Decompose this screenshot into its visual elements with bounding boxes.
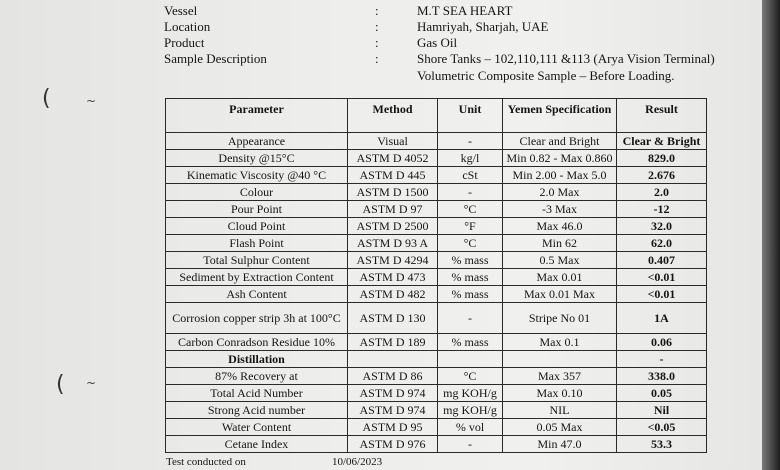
- cell-specification: 0.05 Max: [503, 419, 617, 436]
- location-label: Location: [164, 19, 211, 34]
- cell-result: 62.0: [617, 235, 707, 252]
- cell-result: 0.06: [617, 334, 707, 351]
- page-edge: [762, 0, 780, 470]
- cell-method: ASTM D 974: [348, 385, 438, 402]
- cell-parameter: Density @15°C: [166, 150, 348, 167]
- sample-description-line2: Volumetric Composite Sample – Before Loading.: [417, 68, 675, 83]
- cell-specification: Max 0.1: [503, 334, 617, 351]
- cell-unit: mg KOH/g: [438, 385, 503, 402]
- cell-result: 0.05: [617, 385, 707, 402]
- cell-result: 53.3: [617, 436, 707, 453]
- cell-unit: °F: [438, 218, 503, 235]
- cell-parameter: 87% Recovery at: [166, 368, 348, 385]
- cell-parameter: Water Content: [166, 419, 348, 436]
- cell-parameter: Corrosion copper strip 3h at 100°C: [166, 303, 348, 334]
- table-row: [166, 368, 707, 385]
- table-row: [166, 201, 707, 218]
- cell-specification: Min 47.0: [503, 436, 617, 453]
- cell-unit: °C: [438, 201, 503, 218]
- cell-specification: Min 0.82 - Max 0.860: [503, 150, 617, 167]
- cell-specification: Max 357: [503, 368, 617, 385]
- cell-result: 2.676: [617, 167, 707, 184]
- cell-method: Visual: [348, 133, 438, 150]
- table-row: [166, 184, 707, 201]
- cell-parameter: Kinematic Viscosity @40 °C: [166, 167, 348, 184]
- cell-method: ASTM D 473: [348, 269, 438, 286]
- cell-specification: Stripe No 01: [503, 303, 617, 334]
- test-conducted-date: 10/06/2023: [332, 456, 383, 468]
- header-specification: Yemen Specification: [503, 99, 617, 133]
- cell-method: ASTM D 95: [348, 419, 438, 436]
- cell-specification: [503, 351, 617, 368]
- cell-result: -12: [617, 201, 707, 218]
- table-row: [166, 269, 707, 286]
- table-row: [166, 150, 707, 167]
- cell-result: Nil: [617, 402, 707, 419]
- cell-specification: -3 Max: [503, 201, 617, 218]
- cell-unit: % vol: [438, 419, 503, 436]
- cell-unit: -: [438, 133, 503, 150]
- cell-unit: % mass: [438, 286, 503, 303]
- sample-description-line1: Shore Tanks – 102,110,111 &113 (Arya Vision Terminal): [417, 51, 715, 66]
- cell-unit: -: [438, 303, 503, 334]
- test-conducted-label: Test conducted on: [166, 456, 246, 468]
- cell-unit: % mass: [438, 269, 503, 286]
- cell-specification: Clear and Bright: [503, 133, 617, 150]
- table-row: [166, 167, 707, 184]
- cell-method: [348, 351, 438, 368]
- cell-method: ASTM D 4052: [348, 150, 438, 167]
- table-row: [166, 419, 707, 436]
- cell-result: 0.407: [617, 252, 707, 269]
- table-row: [166, 334, 707, 351]
- cell-parameter: Flash Point: [166, 235, 348, 252]
- table-row: [166, 385, 707, 402]
- cell-specification: Max 0.01 Max: [503, 286, 617, 303]
- cell-method: ASTM D 1500: [348, 184, 438, 201]
- cell-parameter: Total Sulphur Content: [166, 252, 348, 269]
- cell-parameter: Distillation: [166, 351, 348, 368]
- header-parameter: Parameter: [166, 99, 348, 133]
- cell-parameter: Pour Point: [166, 201, 348, 218]
- cell-result: 338.0: [617, 368, 707, 385]
- cell-parameter: Cetane Index: [166, 436, 348, 453]
- product-colon: :: [375, 35, 379, 50]
- cell-parameter: Colour: [166, 184, 348, 201]
- cell-result: 32.0: [617, 218, 707, 235]
- cell-specification: Max 0.10: [503, 385, 617, 402]
- table-row: [166, 303, 707, 334]
- header-unit: Unit: [438, 99, 503, 133]
- cell-result: Clear & Bright: [617, 133, 707, 150]
- cell-unit: °C: [438, 235, 503, 252]
- product-label: Product: [164, 35, 205, 50]
- cell-unit: kg/l: [438, 150, 503, 167]
- cell-method: ASTM D 445: [348, 167, 438, 184]
- cell-method: ASTM D 130: [348, 303, 438, 334]
- header-result: Result: [617, 99, 707, 133]
- cell-result: -: [617, 351, 707, 368]
- cell-method: ASTM D 976: [348, 436, 438, 453]
- cell-parameter: Total Acid Number: [166, 385, 348, 402]
- sample-description-label: Sample Description: [164, 51, 267, 66]
- cell-parameter: Carbon Conradson Residue 10%: [166, 334, 348, 351]
- cell-result: 2.0: [617, 184, 707, 201]
- cell-method: ASTM D 93 A: [348, 235, 438, 252]
- specification-table: [165, 98, 707, 453]
- cell-specification: NIL: [503, 402, 617, 419]
- cell-result: 829.0: [617, 150, 707, 167]
- table-header-row: [166, 99, 707, 133]
- cell-specification: Min 62: [503, 235, 617, 252]
- cell-unit: cSt: [438, 167, 503, 184]
- table-row: [166, 218, 707, 235]
- cell-unit: -: [438, 436, 503, 453]
- cell-specification: 2.0 Max: [503, 184, 617, 201]
- cell-result: 1A: [617, 303, 707, 334]
- cell-result: <0.05: [617, 419, 707, 436]
- vessel-label: Vessel: [164, 3, 198, 18]
- cell-method: ASTM D 2500: [348, 218, 438, 235]
- cell-parameter: Ash Content: [166, 286, 348, 303]
- table-row: [166, 436, 707, 453]
- cell-result: <0.01: [617, 269, 707, 286]
- cell-method: ASTM D 189: [348, 334, 438, 351]
- cell-method: ASTM D 974: [348, 402, 438, 419]
- header-method: Method: [348, 99, 438, 133]
- table-row: [166, 286, 707, 303]
- cell-unit: mg KOH/g: [438, 402, 503, 419]
- table-row: [166, 133, 707, 150]
- cell-parameter: Cloud Point: [166, 218, 348, 235]
- cell-parameter: Appearance: [166, 133, 348, 150]
- table-row: [166, 235, 707, 252]
- product-value: Gas Oil: [417, 35, 458, 50]
- cell-method: ASTM D 482: [348, 286, 438, 303]
- table-row: [166, 351, 707, 368]
- cell-result: <0.01: [617, 286, 707, 303]
- vessel-value: M.T SEA HEART: [417, 3, 513, 18]
- table-row: [166, 252, 707, 269]
- cell-method: ASTM D 86: [348, 368, 438, 385]
- cell-parameter: Sediment by Extraction Content: [166, 269, 348, 286]
- cell-method: ASTM D 4294: [348, 252, 438, 269]
- cell-unit: -: [438, 184, 503, 201]
- cell-specification: Max 0.01: [503, 269, 617, 286]
- cell-unit: % mass: [438, 252, 503, 269]
- pen-mark: ~: [86, 376, 97, 390]
- cell-parameter: Strong Acid number: [166, 402, 348, 419]
- cell-specification: 0.5 Max: [503, 252, 617, 269]
- table-row: [166, 402, 707, 419]
- cell-method: ASTM D 97: [348, 201, 438, 218]
- binder-hole-mark: (: [56, 372, 65, 397]
- sample-colon: :: [375, 51, 379, 66]
- cell-unit: [438, 351, 503, 368]
- cell-specification: Min 2.00 - Max 5.0: [503, 167, 617, 184]
- binder-hole-mark: (: [42, 86, 51, 111]
- pen-mark: ~: [86, 94, 97, 108]
- location-value: Hamriyah, Sharjah, UAE: [417, 19, 549, 34]
- vessel-colon: :: [375, 3, 379, 18]
- cell-specification: Max 46.0: [503, 218, 617, 235]
- location-colon: :: [375, 19, 379, 34]
- cell-unit: °C: [438, 368, 503, 385]
- cell-unit: % mass: [438, 334, 503, 351]
